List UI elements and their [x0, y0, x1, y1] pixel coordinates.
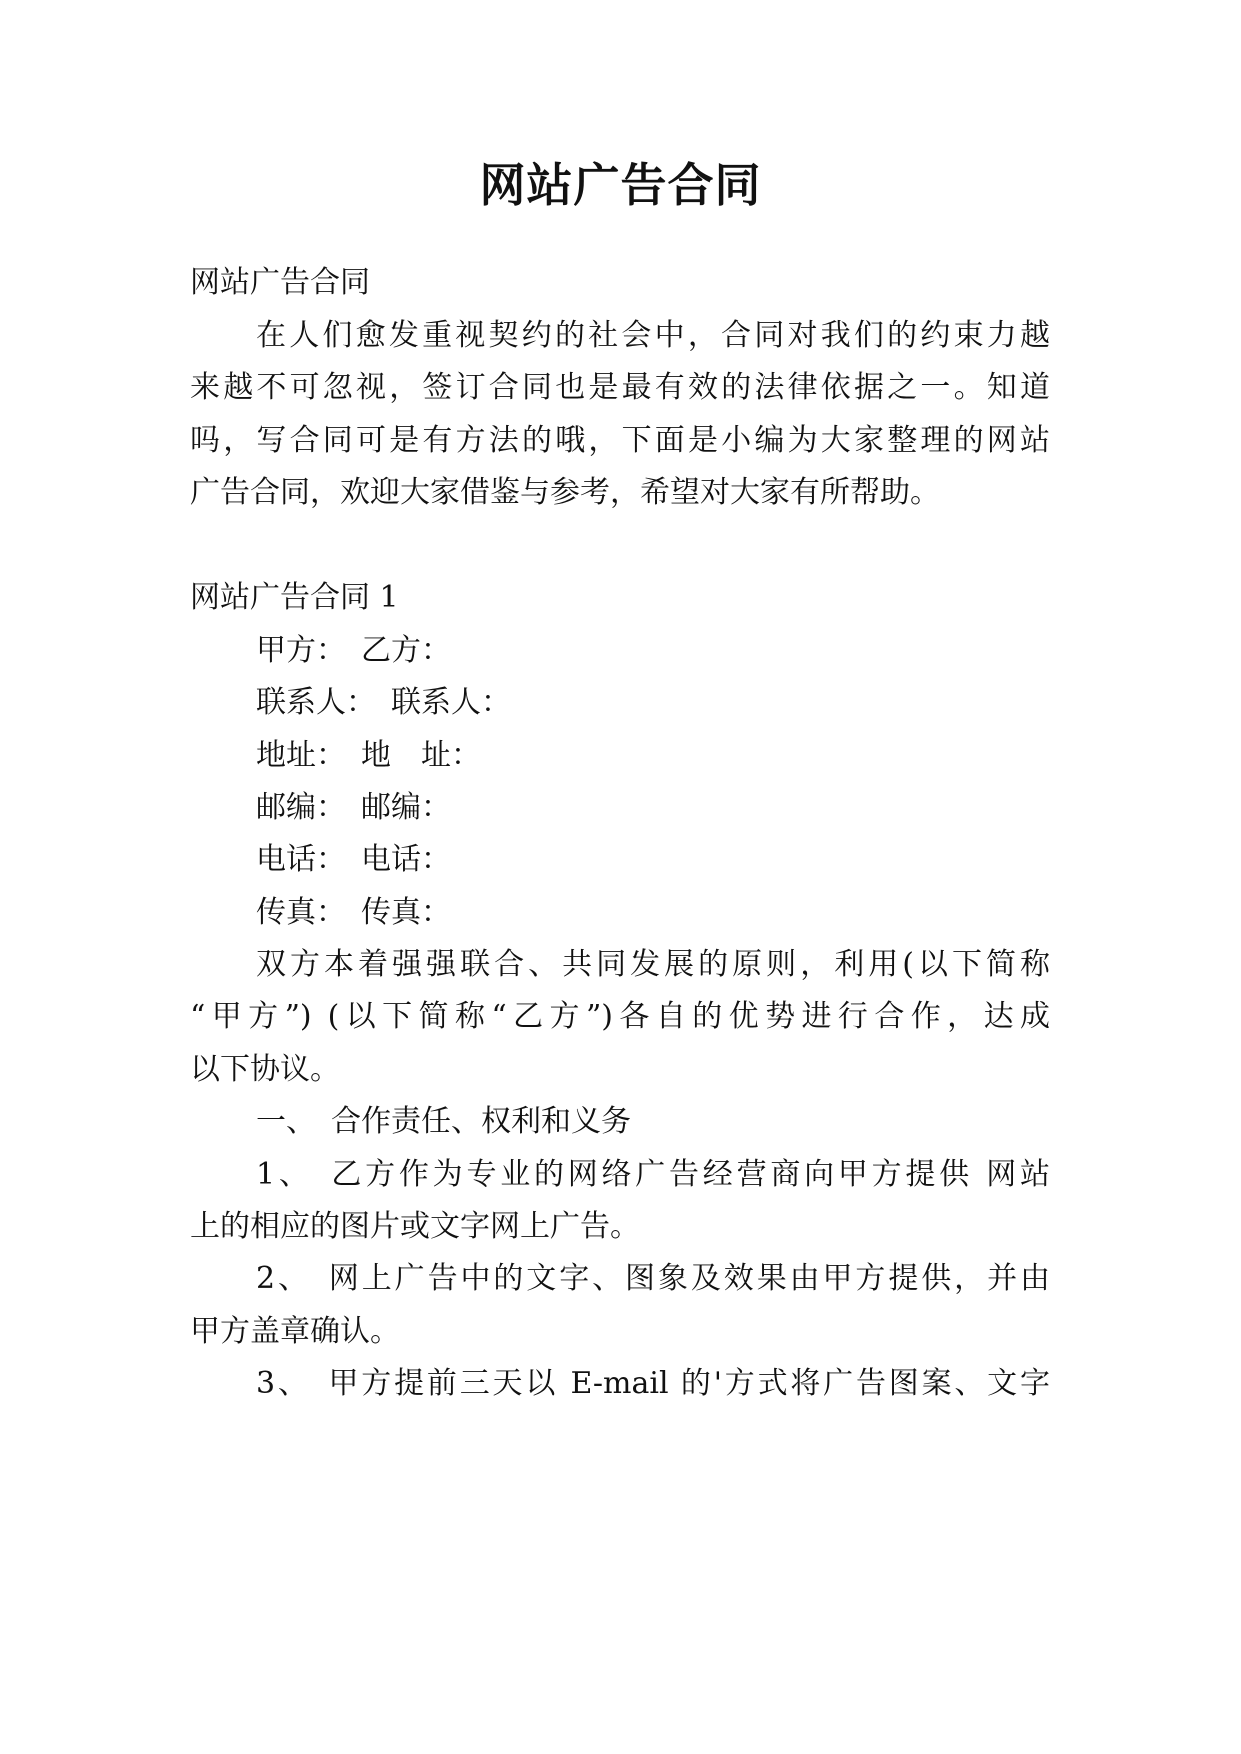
phone-line: 电话： 电话： — [256, 842, 451, 877]
paragraph-line: 吗，写合同可是有方法的哦，下面是小编为大家整理的网站 — [190, 423, 1050, 458]
fax-line: 传真： 传真： — [256, 895, 451, 930]
clause-line: 1、 乙方作为专业的网络广告经营商向甲方提供 网站 — [256, 1157, 1050, 1192]
clause-line: 上的相应的图片或文字网上广告。 — [190, 1209, 640, 1244]
paragraph-line: 来越不可忽视，签订合同也是最有效的法律依据之一。知道 — [190, 370, 1050, 405]
party-line: 甲方： 乙方： — [256, 633, 451, 668]
paragraph-line: 以下协议。 — [190, 1052, 340, 1087]
paragraph-line: 双方本着强强联合、共同发展的原则，利用(以下简称 — [256, 947, 1050, 982]
postcode-line: 邮编： 邮编： — [256, 790, 451, 825]
clause-heading: 一、 合作责任、权利和义务 — [256, 1104, 631, 1139]
contact-line: 联系人： 联系人： — [256, 685, 511, 720]
address-line: 地址： 地 址： — [256, 738, 481, 773]
clause-line: 3、 甲方提前三天以 E-mail 的'方式将广告图案、文字 — [256, 1366, 1050, 1401]
clause-line: 2、 网上广告中的文字、图象及效果由甲方提供，并由 — [256, 1261, 1050, 1296]
clause-line: 甲方盖章确认。 — [190, 1314, 400, 1349]
contract-heading: 网站广告合同 1 — [190, 580, 399, 615]
section-heading: 网站广告合同 — [190, 265, 370, 300]
paragraph-line: 在人们愈发重视契约的社会中，合同对我们的约束力越 — [256, 318, 1050, 353]
paragraph-line: “甲方”) (以下简称“乙方”)各自的优势进行合作，达成 — [190, 999, 1050, 1034]
document-title: 网站广告合同 — [479, 158, 762, 212]
paragraph-line: 广告合同，欢迎大家借鉴与参考，希望对大家有所帮助。 — [190, 475, 940, 510]
